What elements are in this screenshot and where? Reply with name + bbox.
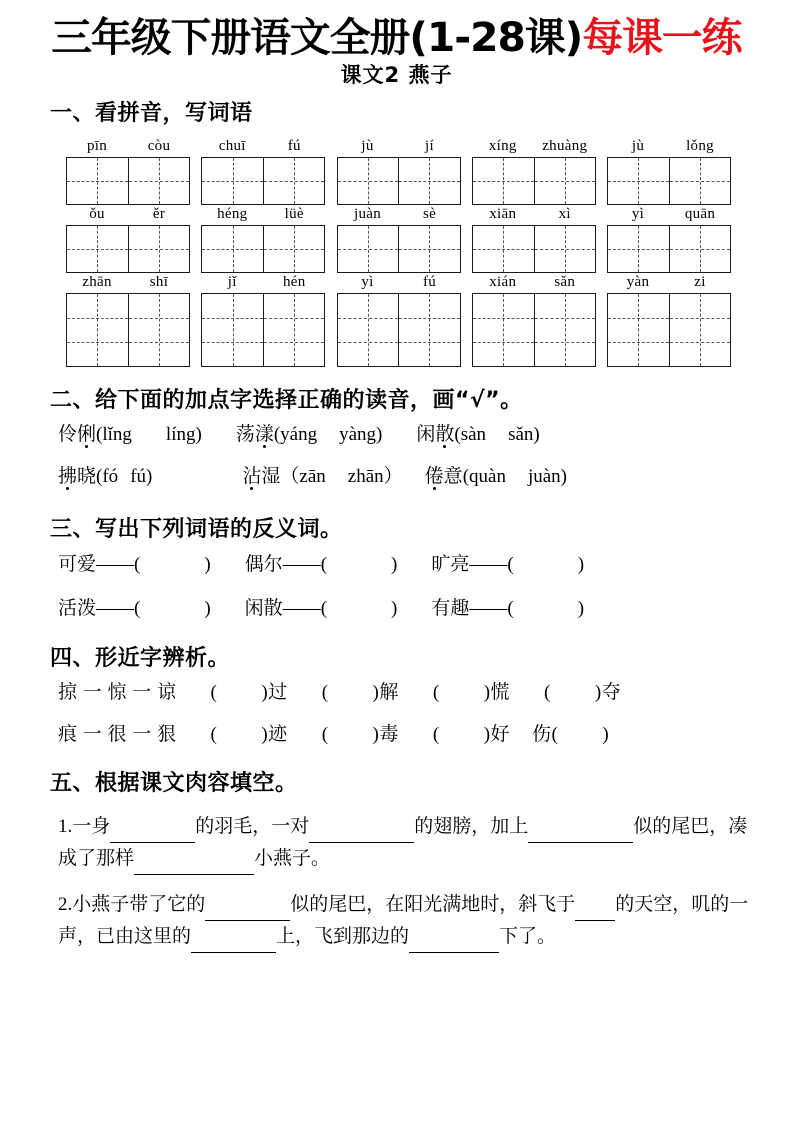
pinyin-grid-group [66,205,190,273]
pinyin-option[interactable]: zān [299,466,326,487]
pinyin-syllable: chuī [218,138,246,154]
pinyin-syllable: jù [361,138,374,154]
pinyin-syllable: yàn [626,274,650,290]
tianzige-cell[interactable] [608,226,669,272]
question-text: 的翅膀，加上 [414,816,529,837]
answer-blank-underline[interactable] [309,822,414,843]
paren-open: ( [432,682,440,703]
fill-blank-question-2 [58,889,758,953]
antonym-word: 偶尔 [244,554,283,575]
paren-close: ) [376,424,383,445]
tianzige-cell[interactable] [669,158,730,204]
tianzige-box[interactable] [201,293,325,367]
tianzige-box[interactable] [472,293,596,367]
tianzige-cell[interactable] [608,294,669,366]
pinyin-syllable: còu [147,138,171,154]
pinyin-option[interactable]: sàn [460,424,487,445]
paren-open: ( [507,598,514,619]
pinyin-syllable: xián [489,274,517,290]
dash: —— [96,554,135,575]
dash: —— [469,598,508,619]
dash: —— [282,598,321,619]
answer-blank-underline[interactable] [110,822,195,843]
dotted-char: 倦 [424,466,444,487]
target-char: 过 [268,682,288,703]
word-prefix: 伶 [58,424,78,445]
paren-close: ) [602,724,610,745]
paren-open: ( [320,598,328,619]
antonym-word: 活泼 [58,598,97,619]
question-text: 上，飞到那边的 [276,926,410,947]
tianzige-box[interactable] [337,157,461,205]
target-char: 毒 [379,724,399,745]
tianzige-cell[interactable] [398,294,459,366]
paren-close: ) [483,724,491,745]
pinyin-label-line [472,205,596,224]
antonym-word: 有趣 [431,598,470,619]
tianzige-cell[interactable] [473,294,534,366]
tianzige-cell[interactable] [202,294,263,366]
pronunciation-choice-row [58,414,753,456]
similar-char-row [58,714,753,756]
dotted-char: 沾 [242,466,262,487]
pinyin-option[interactable]: yáng [280,424,318,445]
question-text: 一身 [72,816,111,837]
answer-blank-underline[interactable] [575,900,615,921]
pinyin-grid-group [201,137,325,205]
answer-blank-underline[interactable] [409,932,499,953]
pinyin-grid-row [40,205,753,273]
paren-close: ) [372,724,380,745]
pinyin-label-line [472,137,596,156]
paren-open: ( [462,466,470,487]
dash: —— [282,554,321,575]
word-suffix: 湿 [261,466,281,487]
antonym-row [58,543,753,587]
tianzige-cell[interactable] [128,226,189,272]
answer-blank-underline[interactable] [191,932,276,953]
tianzige-cell[interactable] [67,294,128,366]
target-char: 好 [490,724,511,745]
tianzige-box[interactable] [201,157,325,205]
tianzige-box[interactable] [66,293,190,367]
tianzige-box[interactable] [337,225,461,273]
pinyin-label-line [607,205,731,224]
pinyin-label-line [201,137,325,156]
pinyin-syllable: zhuàng [542,138,588,154]
pinyin-syllable: yì [361,274,374,290]
question-text: 小燕子带了它的 [72,894,206,915]
question-text: 下了。 [499,926,557,947]
tianzige-box[interactable] [607,293,731,367]
pinyin-syllable: lǒng [686,138,714,154]
pinyin-option[interactable]: zhān [347,466,384,487]
paren-open: ( [320,554,328,575]
paren-open: ( [273,424,281,445]
paren-close: ) [577,554,585,575]
tianzige-cell[interactable] [263,294,324,366]
word-prefix: 闲 [416,424,436,445]
tianzige-box[interactable] [472,157,596,205]
dash: —— [469,554,508,575]
tianzige-cell[interactable] [263,158,324,204]
pinyin-grid-group [66,273,190,367]
pinyin-syllable: yì [631,206,645,222]
paren-open: ( [210,724,218,745]
pinyin-grid-group [337,205,461,273]
tianzige-cell[interactable] [534,294,595,366]
paren-open: ( [96,466,103,487]
pinyin-syllable: ǒu [89,206,105,222]
tianzige-cell[interactable] [473,226,534,272]
pinyin-option[interactable]: sǎn [508,424,534,445]
paren-close: ) [391,598,398,619]
pinyin-label-line [66,205,190,224]
pinyin-syllable: shī [149,274,169,290]
question-text: 小燕子。 [254,848,331,869]
pinyin-syllable: ěr [152,206,166,222]
word-prefix: 荡 [235,424,255,445]
pinyin-grid-group [201,205,325,273]
dotted-char: 漾 [254,424,274,445]
question-text: 似的尾巴，在阳光满地时，斜飞于 [290,894,576,915]
word-suffix: 晓 [77,466,97,487]
target-char: 慌 [490,682,511,703]
pronunciation-choice-row [58,456,753,498]
tianzige-cell[interactable] [608,158,669,204]
section-2 [40,383,753,498]
tianzige-cell[interactable] [398,226,459,272]
tianzige-cell[interactable] [338,226,399,272]
pinyin-grid-group [607,137,731,205]
word-suffix: 意 [443,466,463,487]
section-5-heading: 五、根据课文肉容填空。 [50,771,298,796]
tianzige-cell[interactable] [534,158,595,204]
dash: —— [96,598,135,619]
pinyin-label-line [607,137,731,156]
pinyin-label-line [337,137,461,156]
pinyin-label-line [66,273,190,292]
paren-close: ) [261,682,269,703]
pinyin-option[interactable]: juàn [527,466,561,487]
tianzige-cell[interactable] [128,294,189,366]
pinyin-grid-group [66,137,190,205]
tianzige-cell[interactable] [338,294,399,366]
page-header [40,0,753,86]
antonym-word: 闲散 [244,598,283,619]
pinyin-grid-group [607,205,731,273]
pinyin-option[interactable]: fó [102,466,119,487]
paren-close: ) [261,724,269,745]
pinyin-syllable: jí [425,138,434,154]
paren-close: ) [204,554,211,575]
pinyin-label-line [201,273,325,292]
pinyin-option[interactable]: fú [130,466,147,487]
pinyin-syllable: xiān [489,206,517,222]
paren-close: ) [146,466,153,487]
question-text: 似的尾巴，凑成了那样 [58,816,748,869]
paren-open: ( [507,554,514,575]
question-text: 的天空，叽的一声，已由这里的 [58,894,749,947]
tianzige-cell[interactable] [67,226,128,272]
answer-blank-underline[interactable] [134,854,254,875]
fill-blank-question-1 [58,811,758,875]
pinyin-syllable: xíng [488,138,517,154]
pinyin-syllable: zhān [82,274,112,290]
answer-blank-underline[interactable] [528,822,633,843]
pinyin-syllable: juàn [353,206,382,222]
antonym-word: 可爱 [58,554,97,575]
pinyin-syllable: héng [217,206,248,222]
antonym-word: 旷亮 [431,554,470,575]
pinyin-syllable: sè [422,206,437,222]
pinyin-grid-group [337,273,461,367]
section-1-heading: 一、看拼音，写词语 [50,101,253,126]
pinyin-option[interactable]: lǐng [102,424,132,445]
paren-open: ( [321,724,329,745]
tianzige-box[interactable] [337,293,461,367]
pinyin-syllable: fú [422,274,437,290]
tianzige-cell[interactable] [534,226,595,272]
paren-close: ) [560,466,567,487]
section-2-heading: 二、给下面的加点字选择正确的读音，画“√”。 [50,388,523,413]
pinyin-label-line [472,273,596,292]
pinyin-label-line [337,205,461,224]
pinyin-label-line [201,205,325,224]
tianzige-cell[interactable] [202,226,263,272]
pinyin-syllable: pīn [86,138,108,154]
paren-open: ( [210,682,218,703]
pinyin-grid-group [337,137,461,205]
title-black-part: 三年级下册语文全册(1-28课) [51,15,583,61]
page-title [51,15,742,61]
question-number: 1. [58,816,73,837]
pinyin-grid-row [40,137,753,205]
paren-close: ) [594,682,602,703]
paren-open: ( [544,682,551,703]
pinyin-syllable: quān [684,206,716,222]
antonym-row [58,587,753,631]
tianzige-box[interactable] [607,157,731,205]
pinyin-syllable: jǐ [227,274,237,290]
section-4 [40,641,753,756]
paren-close: ) [483,682,491,703]
pinyin-grid-row [40,273,753,367]
pinyin-option[interactable]: yàng [339,424,377,445]
paren-open: ( [96,424,103,445]
answer-blank-underline[interactable] [205,900,290,921]
pinyin-option[interactable]: quàn [469,466,506,487]
paren-close: ) [204,598,211,619]
pinyin-label-line [337,273,461,292]
pinyin-grid-group [201,273,325,367]
paren-close: ) [195,424,202,445]
dotted-char: 俐 [77,424,97,445]
paren-close: ) [391,554,398,575]
tianzige-box[interactable] [607,225,731,273]
pinyin-grid-section [40,137,753,367]
paren-open: ( [432,724,440,745]
dotted-char: 拂 [58,466,78,487]
char-group: 痕 一 很 一 狠 [58,724,177,745]
paren-close: ） [383,466,403,487]
paren-close: ) [372,682,380,703]
pinyin-grid-group [472,205,596,273]
pinyin-syllable: zi [694,274,706,290]
pinyin-label-line [66,137,190,156]
tianzige-cell[interactable] [67,158,128,204]
pinyin-syllable: fú [287,138,301,154]
pinyin-label-line [607,273,731,292]
target-char: 夺 [601,682,622,703]
paren-close: ) [533,424,540,445]
pinyin-grid-group [472,273,596,367]
paren-open: 伤( [532,724,559,745]
paren-open: ( [321,682,329,703]
tianzige-cell[interactable] [669,294,730,366]
tianzige-cell[interactable] [263,226,324,272]
dotted-char: 散 [435,424,455,445]
tianzige-cell[interactable] [338,158,399,204]
tianzige-box[interactable] [66,225,190,273]
page-subtitle: 课文2 燕子 [340,63,453,87]
section-4-heading: 四、形近字辨析。 [50,646,231,671]
tianzige-box[interactable] [66,157,190,205]
tianzige-box[interactable] [472,225,596,273]
pinyin-syllable: jù [631,138,645,154]
pinyin-syllable: lüè [284,206,304,222]
paren-close: ) [577,598,585,619]
paren-open: （ [280,466,300,487]
tianzige-cell[interactable] [669,226,730,272]
pinyin-grid-group [607,273,731,367]
tianzige-box[interactable] [201,225,325,273]
tianzige-cell[interactable] [202,158,263,204]
question-text: 的羽毛，一对 [195,816,310,837]
section-3 [40,512,753,631]
paren-open: ( [454,424,461,445]
pinyin-syllable: sǎn [554,274,576,290]
pinyin-grid-group [472,137,596,205]
target-char: 解 [379,682,399,703]
tianzige-cell[interactable] [128,158,189,204]
paren-open: ( [134,598,141,619]
section-5 [40,766,753,953]
char-group: 掠 一 惊 一 谅 [58,682,177,703]
tianzige-cell[interactable] [473,158,534,204]
pinyin-option[interactable]: líng [165,424,196,445]
pinyin-syllable: xì [558,206,571,222]
target-char: 迹 [268,724,288,745]
paren-open: ( [134,554,141,575]
pinyin-syllable: hén [282,274,306,290]
tianzige-cell[interactable] [398,158,459,204]
question-number: 2. [58,894,73,915]
section-3-heading: 三、写出下列词语的反义词。 [50,517,343,542]
similar-char-row [58,672,753,714]
title-red-part: 每课一练 [582,15,742,61]
